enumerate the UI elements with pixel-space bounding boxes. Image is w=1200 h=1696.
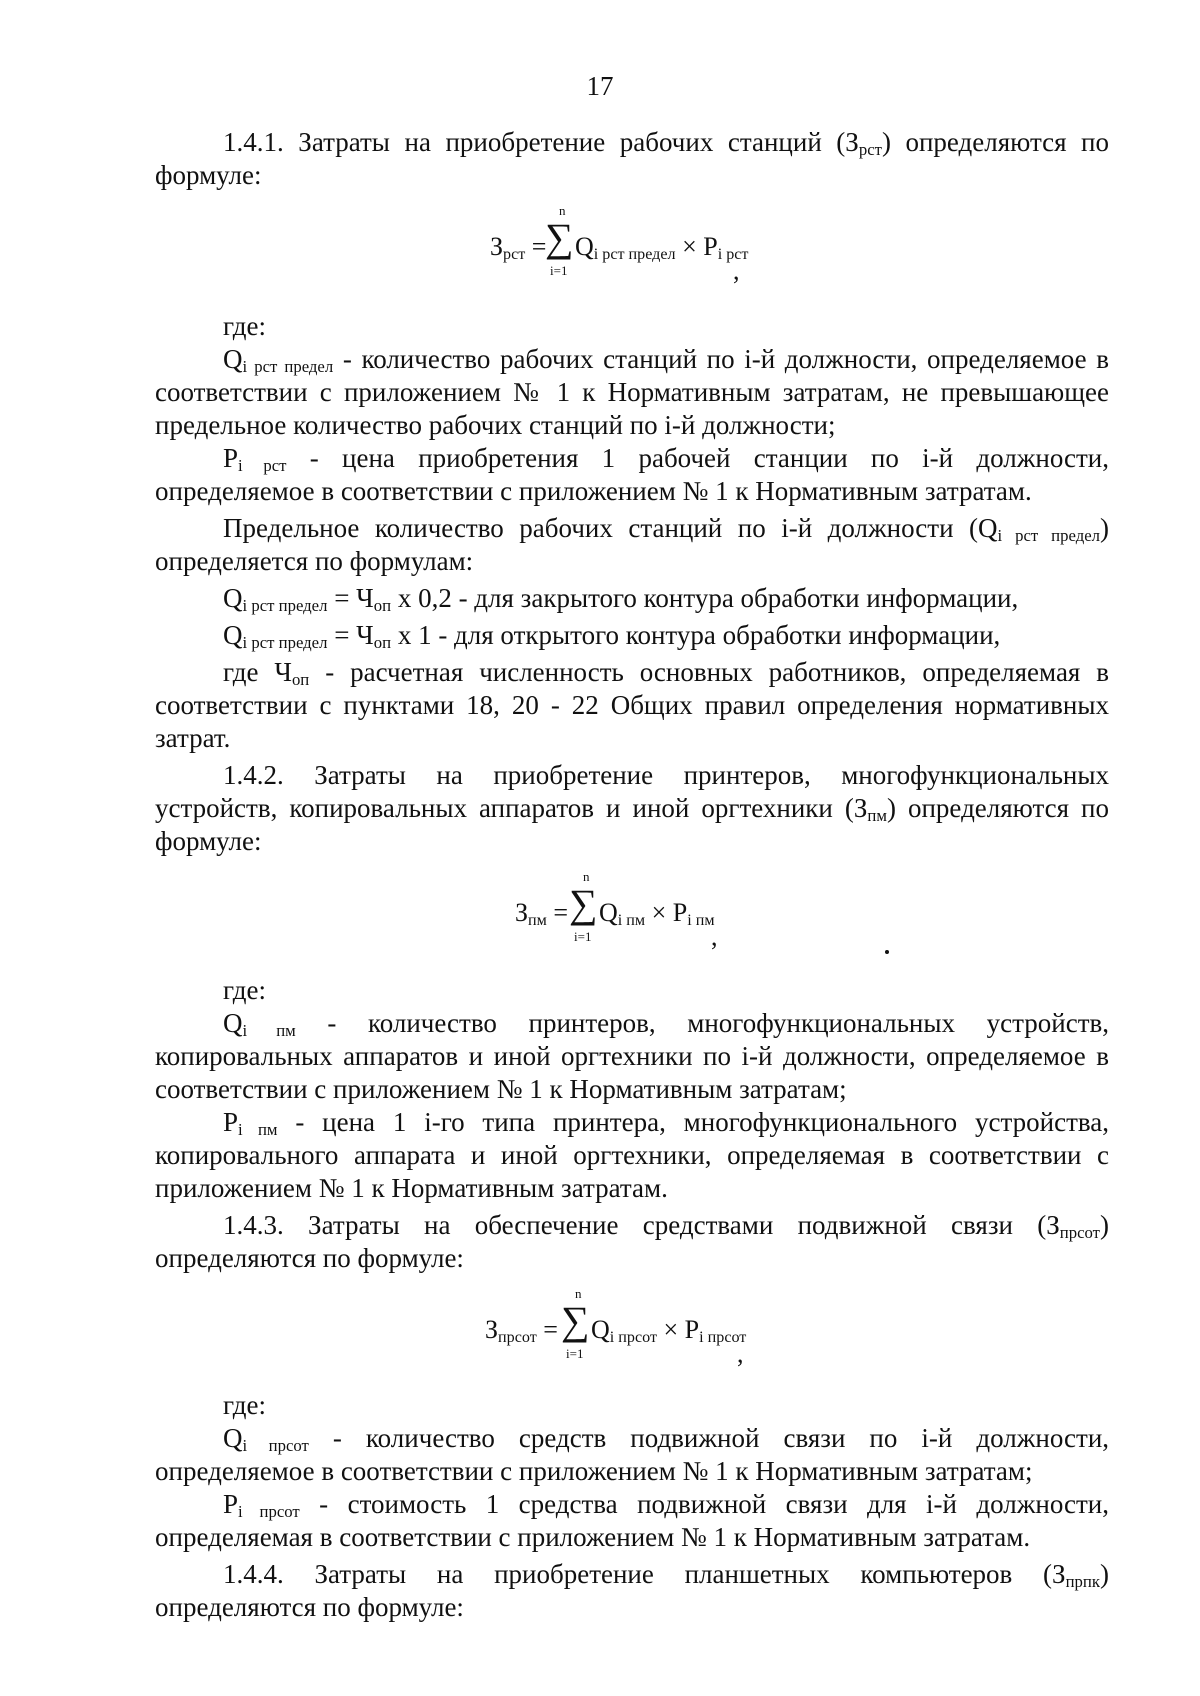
where-label-2: где: [223, 975, 266, 1005]
paragraph-1-4-2: 1.4.2. Затраты на приобретение принтеров, многофункциональных устройств, копировальных аппаратов и иной оргтехники $(З_{пм})$ определяются по формуле: [155, 760, 1110, 856]
document-body [155, 126, 1109, 1624]
formula-zprsot: $З_{прсот}$ = n ∑ i=1 $Q_{i прсот} \times P_{i прсот}$ , [485, 1286, 747, 1368]
paragraph-1-4-1: 1.4.1. Затраты на приобретение рабочих станций $(З_{рст})$ определяются по формуле: [155, 127, 1109, 190]
definition-q-prsot: $Q_{i прсот}$ - количество средств подвижной связи по i-й должности, определяемое в соответствии с приложением № 1 к Нормативным затратам; [155, 1423, 1110, 1486]
definition-p-rst: $P_{i рст}$ - цена приобретения 1 рабочей станции по i-й должности, определяемое в соответствии с приложением № 1 к Нормативным затратам. [155, 443, 1109, 506]
paragraph-1-4-3: 1.4.3. Затраты на обеспечение средствами подвижной связи $(З_{прсот})$ определяются по формуле: [155, 1210, 1109, 1273]
definition-chop: где $Ч_{оп}$ - расчетная численность основных работников, определяемая в соответствии с пунктами 18, 20 - 22 Общих правил определения нормативных затрат. [155, 657, 1110, 753]
definition-q-rst: $Q_{i рст предел}$ - количество рабочих станций по i-й должности, определяемое в соответствии с приложением № 1 к Нормативным затратам, не превышающее предельное количество рабочих станций по i-й должности; [155, 344, 1109, 440]
paragraph-limit: Предельное количество рабочих станций по i-й должности $(Q_{i рст предел})$ определяется по формулам: [155, 513, 1109, 576]
formula-zpm: $З_{пм}$ = n ∑ i=1 $Q_{i пм} \times P_{i пм}$ , [155, 858, 1109, 954]
page-number: 17 [586, 71, 614, 101]
where-label-1: где: [223, 311, 266, 341]
definition-p-pm: $P_{i пм}$ - цена 1 i-го типа принтера, многофункционального устройства, копировального аппарата и иной оргтехники, определяемая в соответствии с приложением № 1 к Нормативным затратам. [155, 1107, 1109, 1203]
paragraph-1-4-4: 1.4.4. Затраты на приобретение планшетных компьютеров $(З_{прпк})$ определяются по формуле: [155, 1559, 1109, 1622]
rule-closed-contour: $Q_{i рст предел} = Ч_{оп}$ х 0,2 - для закрытого контура обработки информации, [223, 583, 1019, 616]
definition-q-pm: $Q_{i пм}$ - количество принтеров, многофункциональных устройств, копировальных аппаратов и иной оргтехники по i-й должности, определяемое в соответствии с приложением № 1 к Нормативным затратам; [155, 1008, 1109, 1104]
rule-open-contour: $Q_{i рст предел} = Ч_{оп}$ х 1 - для открытого контура обработки информации, [223, 620, 1001, 653]
formula-zrst: $З_{рст}$ = n ∑ i=1 $Q_{i рст предел} \times P_{i рст}$ , [490, 203, 749, 285]
definition-p-prsot: $P_{i прсот}$ - стоимость 1 средства подвижной связи для i-й должности, определяемая в соответствии с приложением № 1 к Нормативным затратам. [155, 1489, 1109, 1552]
where-label-3: где: [223, 1390, 266, 1420]
